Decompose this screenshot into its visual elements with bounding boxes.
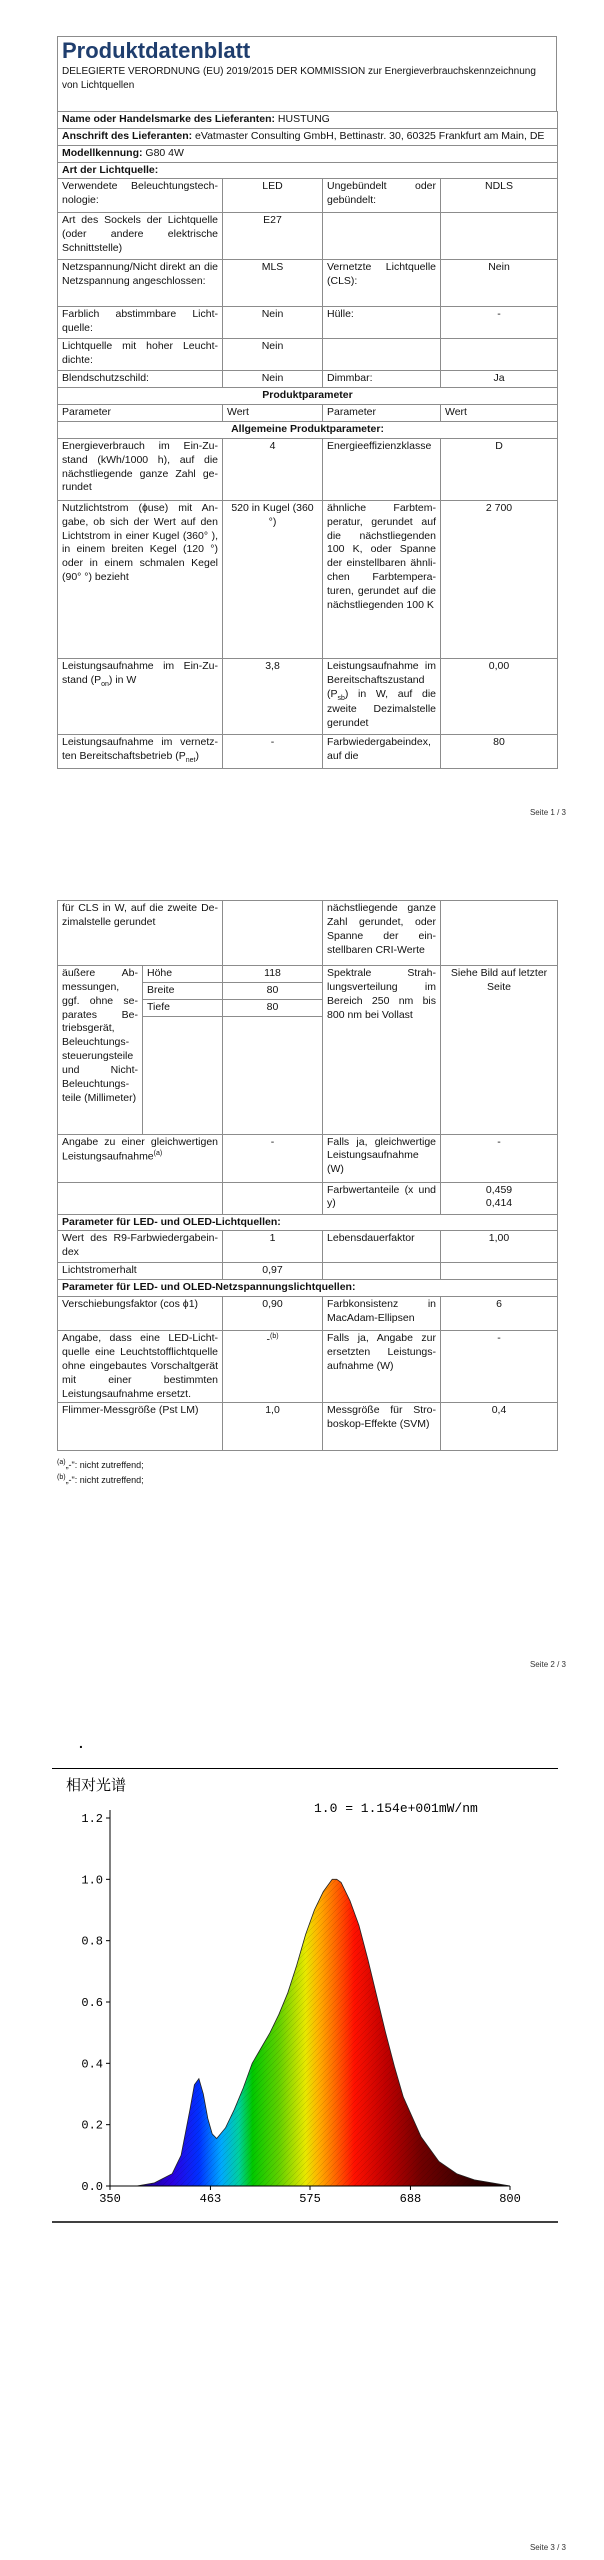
antiglare-label: Blendschutzschild: — [58, 371, 223, 388]
page-number-3: Seite 3 / 3 — [529, 2543, 566, 2552]
dimmable-value: Ja — [441, 371, 558, 388]
y-tick-label: 0.0 — [81, 2180, 103, 2194]
flicker-label: Flimmer-Messgröße (Pst LM) — [58, 1403, 223, 1451]
cct-value: 2 700 — [441, 500, 558, 658]
x-tick-label: 350 — [99, 2192, 121, 2206]
y-tick-label: 0.4 — [81, 2057, 103, 2072]
connected-label: Vernetzte Lichtquelle (CLS): — [323, 260, 441, 307]
col-param-header: Parameter — [58, 405, 223, 422]
supplier-address-row: Anschrift des Lieferanten: eVatmaster Consulting GmbH, Bettinastr. 30, 60325 Frankfurt am Main, DE — [58, 128, 558, 145]
psb-value: 0,00 — [441, 658, 558, 734]
x-tick-label: 463 — [199, 2192, 222, 2206]
depth-value: 80 — [223, 999, 323, 1016]
replace-value: -$^{(b)}$ — [223, 1331, 323, 1403]
supplier-name: HUSTUNG — [277, 113, 330, 125]
title-block — [57, 36, 557, 111]
depth-label: Tiefe — [143, 999, 223, 1016]
col-value2-header: Wert — [441, 405, 558, 422]
connected-value: Nein — [441, 260, 558, 307]
equiv-label: Angabe zu einer gleichwertigen Leistungsaufnahme$^{(a)}$ — [58, 1134, 223, 1182]
page-number-1: Seite 1 / 3 — [529, 808, 566, 817]
y-tick-label: 0.6 — [81, 1996, 103, 2010]
lifetime-value: 1,00 — [441, 1231, 558, 1263]
high-luminance-label: Lichtquelle mit hoher Leuchtdichte: — [58, 339, 223, 371]
page3-mark: . — [79, 1735, 83, 1751]
spd-value: Siehe Bild auf letzter Seite — [441, 966, 558, 1135]
product-params-heading: Produktparameter — [58, 388, 558, 405]
energy-label: Energieverbrauch im Ein-Zustand (kWh/1000 h), auf die nächstliegende ganze Zahl gerundet — [58, 438, 223, 500]
col-param2-header: Parameter — [323, 405, 441, 422]
svm-label: Messgröße für Stroboskop-Effekte (SVM) — [323, 1403, 441, 1451]
high-luminance-value: Nein — [223, 339, 323, 371]
mains-value: MLS — [223, 260, 323, 307]
led-params-heading: Parameter für LED- und OLED-Lichtquellen: — [58, 1214, 558, 1231]
general-params-heading: Allgemeine Produktparameter: — [58, 422, 558, 439]
y-tick-label: 1.0 — [81, 1873, 103, 1888]
cri-label: Farbwiedergabeindex, auf die — [323, 734, 441, 768]
replace-power-value: - — [441, 1331, 558, 1403]
regulation-text: DELEGIERTE VERORDNUNG (EU) 2019/2015 DER KOMMISSION zur Energieverbrauchskennzeichnung von Lichtquellen — [62, 66, 536, 91]
lightsource-heading: Art der Lichtquelle: — [58, 162, 558, 179]
envelope-value: - — [441, 307, 558, 339]
datasheet-table-page1 — [57, 111, 558, 769]
equiv-value: - — [223, 1134, 323, 1182]
tech-value: LED — [223, 179, 323, 213]
cri-value: 80 — [441, 734, 558, 768]
dims-label: äußere Abmessungen, ggf. ohne separates Betriebsgerät, Beleuchtungssteuerungsteile und Nicht-Beleuchtungsteile (Millimeter) — [58, 966, 143, 1135]
antiglare-value: Nein — [223, 371, 323, 388]
pf-label: Verschiebungsfaktor (cos ϕ1) — [58, 1297, 223, 1331]
flux-value: 520 in Kugel (360 °) — [223, 500, 323, 658]
pon-value: 3,8 — [223, 658, 323, 734]
cri-label-cont: nächstliegende ganze Zahl gerundet, oder Spanne der einstellbaren CRI-Werte — [323, 901, 441, 966]
y-tick-label: 1.2 — [81, 1812, 103, 1826]
r9-value: 1 — [223, 1231, 323, 1263]
supplier-address: eVatmaster Consulting GmbH, Bettinastr. 30, 60325 Frankfurt am Main, DE — [195, 129, 545, 142]
colour-tunable-label: Farblich abstimmbare Lichtquelle: — [58, 307, 223, 339]
colour-tunable-value: Nein — [223, 307, 323, 339]
chart-annotation: 1.0 = 1.154e+001mW/nm — [314, 1801, 478, 1816]
lifetime-label: Lebensdauerfaktor — [323, 1231, 441, 1263]
cct-label: ähnliche Farbtemperatur, gerundet auf die nächstliegenden 100 K, oder Spanne der einstellbaren ähnlichen Farbtemperaturen, gerundet auf die nächstliegenden 100 K — [323, 500, 441, 658]
equiv-power-value: - — [441, 1134, 558, 1182]
model-row: Modellkennung: G80 4W — [58, 145, 558, 162]
footnote-a: $^{(a)}$„-": nicht zutreffend; — [57, 1459, 144, 1470]
r9-label: Wert des R9-Farbwiedergabeindex — [58, 1231, 223, 1263]
macadam-label: Farbkonsistenz in MacAdam-Ellipsen — [323, 1297, 441, 1331]
chart-title: 相对光谱 — [66, 1776, 127, 1794]
chroma-values — [441, 1182, 558, 1214]
unbundled-value: NDLS — [441, 179, 558, 213]
page-title: Produktdatenblatt — [62, 38, 251, 63]
supplier-name-row: Name oder Handelsmarke des Lieferanten: HUSTUNG — [58, 112, 558, 129]
height-value: 118 — [223, 966, 323, 983]
x-tick-label: 800 — [499, 2192, 521, 2206]
footnotes — [57, 1458, 144, 1488]
chroma-x: 0,459 — [485, 1183, 513, 1196]
x-tick-label: 575 — [299, 2192, 321, 2206]
macadam-value: 6 — [441, 1297, 558, 1331]
eec-label: Energieeffizienzklasse — [323, 438, 441, 500]
socket-value: E27 — [223, 213, 323, 260]
datasheet-table-page2 — [57, 900, 558, 1451]
svm-value: 0,4 — [441, 1403, 558, 1451]
flicker-value: 1,0 — [223, 1403, 323, 1451]
dimmable-label: Dimmbar: — [323, 371, 441, 388]
maint-value: 0,97 — [223, 1263, 323, 1280]
envelope-label: Hülle: — [323, 307, 441, 339]
footnote-b: $^{(b)}$„-": nicht zutreffend; — [57, 1473, 144, 1485]
mains-label: Netzspannung/Nicht direkt an die Netzspannung angeschlossen: — [58, 260, 223, 307]
replace-label: Angabe, dass eine LED-Lichtquelle eine Leuchtstofflichtquelle ohne eingebautes Vorschaltgerät mit einer bestimmten Leistungsaufnahme ersetzt. — [58, 1331, 223, 1403]
y-tick-label: 0.8 — [81, 1934, 103, 1949]
equiv-power-label: Falls ja, gleichwertige Leistungsaufnahme (W) — [323, 1134, 441, 1182]
psb-label: Leistungsaufnahme im Bereitschaftszustand $(P_{sb})$ in W, auf die zweite Dezimalstelle gerundet — [323, 658, 441, 734]
model-id: G80 4W — [145, 146, 184, 159]
socket-label: Art des Sockels der Lichtquelle (oder andere elektrische Schnittstelle) — [58, 213, 223, 260]
tech-label: Verwendete Beleuchtungstechnologie: — [58, 179, 223, 213]
height-label: Höhe — [143, 966, 223, 983]
unbundled-label: Ungebündelt oder gebündelt: — [323, 179, 441, 213]
x-tick-label: 688 — [399, 2192, 422, 2206]
pnet-label-cont: für CLS in W, auf die zweite Dezimalstelle gerundet — [58, 901, 223, 966]
page-number-2: Seite 2 / 3 — [529, 1660, 566, 1669]
maint-label: Lichtstromerhalt — [58, 1263, 223, 1280]
y-tick-label: 0.2 — [81, 2118, 103, 2133]
width-label: Breite — [143, 982, 223, 999]
chroma-label: Farbwertanteile (x und y) — [323, 1182, 441, 1214]
spectrum-chart — [52, 1768, 558, 2238]
eec-value: D — [441, 438, 558, 500]
spd-label: Spektrale Strahlungsverteilung im Bereich 250 nm bis 800 nm bei Vollast — [323, 966, 441, 1135]
pf-value: 0,90 — [223, 1297, 323, 1331]
pnet-label: Leistungsaufnahme im vernetzten Bereitschaftsbetrieb $(P_{net})$ — [58, 734, 223, 768]
col-value-header: Wert — [223, 405, 323, 422]
replace-power-label: Falls ja, Angabe zur ersetzten Leistungsaufnahme (W) — [323, 1331, 441, 1403]
flux-label: Nutzlichtstrom (ɸuse) mit Angabe, ob sich der Wert auf den Lichtstrom in einer Kugel (360° ), in einem breiten Kegel (120 °) oder in einem schmalen Kegel (90° °) bezieht — [58, 500, 223, 658]
pon-label: Leistungsaufnahme im Ein-Zustand $(P_{on})$ in W — [58, 658, 223, 734]
chroma-y: 0,414 — [485, 1197, 513, 1210]
energy-value: 4 — [223, 438, 323, 500]
spectrum-svg — [52, 1768, 558, 2238]
width-value: 80 — [223, 982, 323, 999]
mains-led-params-heading: Parameter für LED- und OLED-Netzspannungslichtquellen: — [58, 1280, 558, 1297]
pnet-value: - — [223, 734, 323, 768]
